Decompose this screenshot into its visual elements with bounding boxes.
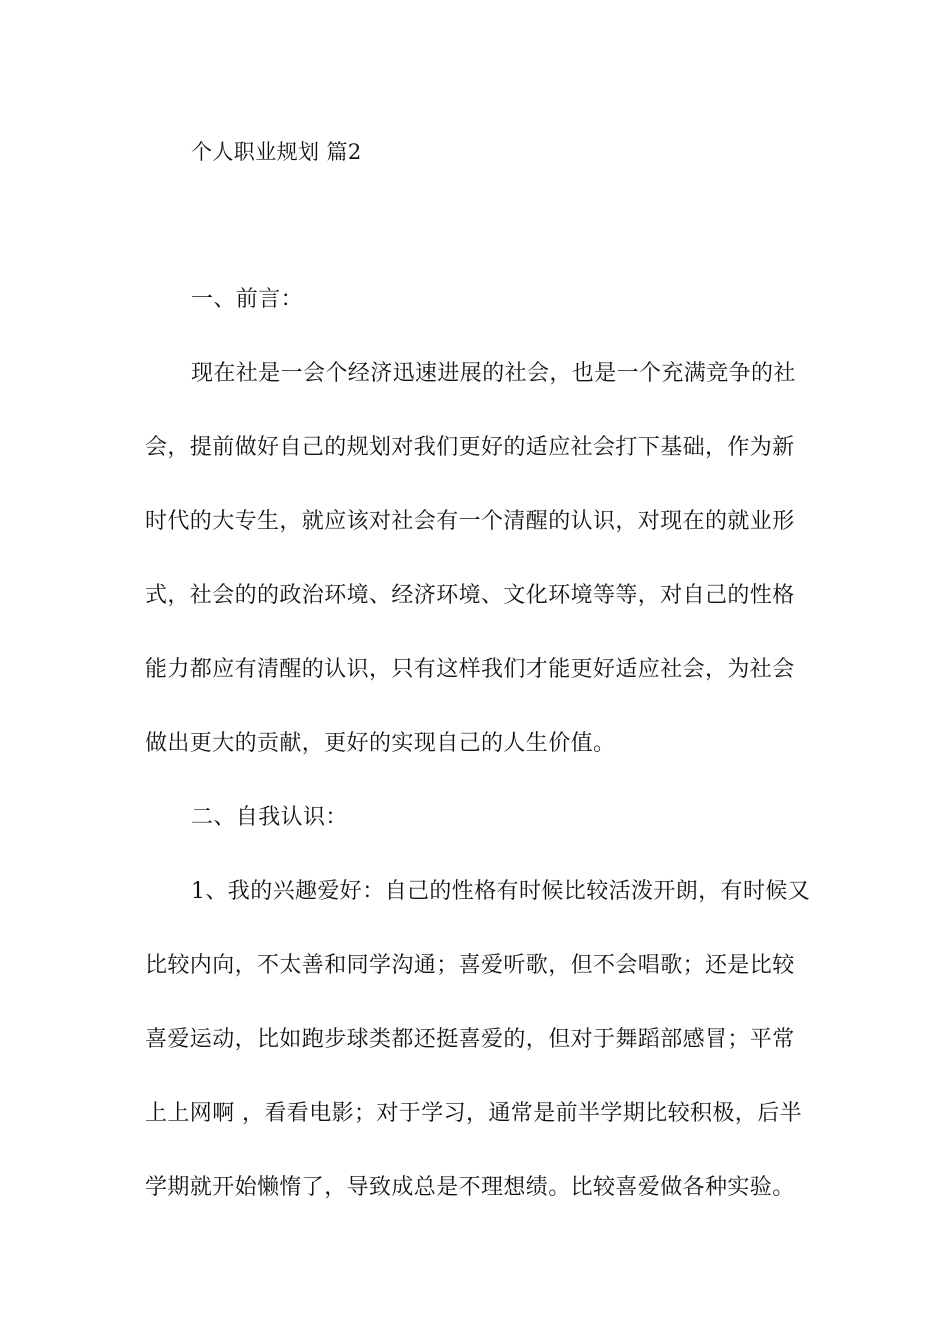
paragraph-line: 1、我的兴趣爱好：自己的性格有时候比较活泼开朗，有时候又 [191, 879, 811, 904]
paragraph-line: 能力都应有清醒的认识，只有这样我们才能更好适应社会，为社会 [145, 657, 795, 682]
paragraph-line: 会，提前做好自己的规划对我们更好的适应社会打下基础，作为新 [145, 435, 795, 460]
paragraph-line: 上上网啊 ，看看电影；对于学习，通常是前半学期比较积极，后半 [145, 1101, 802, 1126]
paragraph-line: 喜爱运动，比如跑步球类都还挺喜爱的，但对于舞蹈部感冒；平常 [145, 1027, 795, 1052]
paragraph-line: 现在社是一会个经济迅速进展的社会，也是一个充满竞争的社 [191, 361, 796, 386]
paragraph-line: 做出更大的贡献，更好的实现自己的人生价值。 [145, 731, 616, 756]
section-heading-self-knowledge: 二、自我认识： [191, 805, 348, 830]
paragraph-line: 式，社会的的政治环境、经济环境、文化环境等等，对自己的性格 [145, 583, 795, 608]
paragraph-line: 比较内向，不太善和同学沟通；喜爱听歌，但不会唱歌；还是比较 [145, 953, 795, 978]
section-heading-preface: 一、前言： [191, 287, 304, 312]
paragraph-line: 学期就开始懒惰了，导致成总是不理想绩。比较喜爱做各种实验。 [145, 1175, 795, 1200]
document-title: 个人职业规划 篇2 [191, 140, 362, 164]
paragraph-line: 时代的大专生，就应该对社会有一个清醒的认识，对现在的就业形 [145, 509, 795, 534]
